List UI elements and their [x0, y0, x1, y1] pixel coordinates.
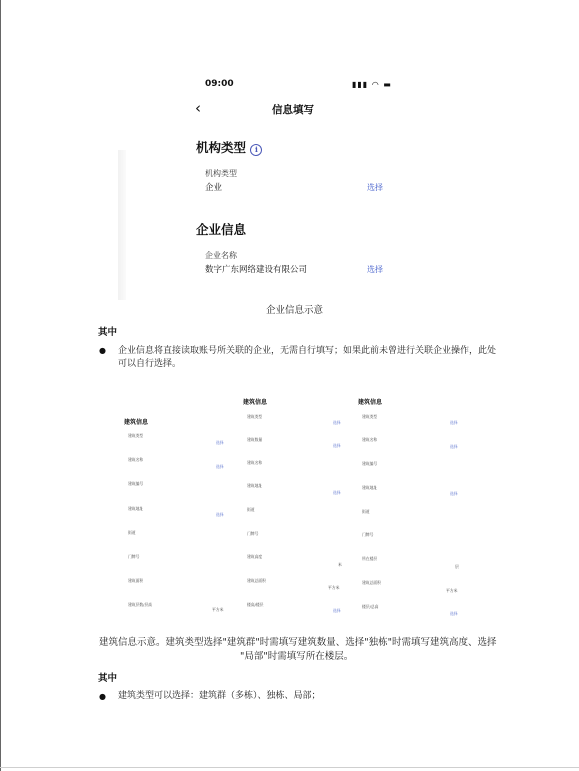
- form3-select-link[interactable]: 选择: [450, 611, 458, 616]
- form3-label: 建筑地址: [362, 485, 378, 490]
- company-name-label: 企业名称: [205, 251, 237, 260]
- form2-label: 门牌号: [247, 531, 259, 536]
- org-type-label: 机构类型: [205, 169, 237, 178]
- form3-label: 街道: [362, 509, 370, 514]
- caption-building-info-line2: "局部"时需填写所在楼层。: [240, 651, 354, 662]
- form2-label: 建筑地址: [247, 483, 263, 488]
- form2-label: 楼高/楼层: [247, 602, 264, 607]
- org-section-title-text: 机构类型: [196, 140, 247, 155]
- bullet-text-1: 企业信息将直接读取账号所关联的企业，无需自行填写；如果此前未曾进行关联企业操作，此处可以自行选择。: [118, 346, 497, 369]
- form3-label: 建筑名称: [362, 437, 378, 442]
- form3-label: 建筑总面积: [362, 580, 381, 585]
- form1-label: 门牌号: [128, 554, 140, 559]
- form2-unit-sqm: 平方米: [328, 585, 340, 590]
- form3-label: 楼层/总高: [362, 604, 379, 609]
- bullet-dot: ●: [99, 346, 106, 355]
- form2-label: 建筑高度: [247, 554, 263, 559]
- phone-frame-edge: [118, 150, 126, 300]
- form1-select-link[interactable]: 选择: [216, 512, 224, 517]
- form1-label: 建筑地址: [128, 506, 144, 511]
- form2-label: 建筑类型: [247, 414, 263, 419]
- form1-label: 建筑编号: [128, 481, 144, 486]
- form3-unit-sqm: 平方米: [446, 588, 458, 593]
- form1-unit: 平方米: [212, 607, 224, 612]
- caption-building-info-line1: 建筑信息示意。建筑类型选择"建筑群"时需填写建筑数量、选择"独栋"时需填写建筑高度、选择: [99, 637, 497, 648]
- heading-qizhong-1: 其中: [98, 327, 118, 338]
- org-type-select-link[interactable]: 选择: [367, 183, 383, 192]
- form3-label: 门牌号: [362, 532, 374, 537]
- form2-label: 建筑数量: [247, 437, 263, 442]
- chevron-left-icon[interactable]: ‹: [195, 99, 201, 117]
- nav-title: 信息填写: [272, 104, 314, 116]
- company-name-value: 数字广东网络建设有限公司: [205, 265, 308, 275]
- info-icon[interactable]: i: [250, 144, 262, 156]
- form2-title: 建筑信息: [243, 399, 268, 406]
- form2-select-link[interactable]: 选择: [333, 490, 341, 495]
- form1-label: 建筑类型: [128, 433, 144, 438]
- bullet-text-2: 建筑类型可以选择：建筑群（多栋）、独栋、局部；: [118, 691, 321, 701]
- page-left-border: [0, 0, 1, 771]
- form2-select-link[interactable]: 选择: [333, 443, 341, 448]
- form1-select-link[interactable]: 选择: [216, 440, 224, 445]
- form3-title: 建筑信息: [358, 399, 383, 406]
- company-name-select-link[interactable]: 选择: [367, 265, 383, 274]
- form1-select-link[interactable]: 选择: [216, 464, 224, 469]
- form1-label: 建筑层数/层高: [128, 602, 153, 607]
- status-bar-icons: ▮▮▮ ◠ ▬: [352, 80, 392, 89]
- form3-label: 建筑类型: [362, 414, 378, 419]
- form3-select-link[interactable]: 选择: [450, 491, 458, 496]
- org-section-title: [196, 138, 262, 156]
- form1-label: 街道: [128, 530, 136, 535]
- form2-label: 街道: [247, 507, 255, 512]
- form3-unit-floor: 层: [455, 564, 459, 569]
- org-type-value: 企业: [205, 183, 223, 193]
- form2-label: 建筑总面积: [247, 578, 266, 583]
- form3-select-link[interactable]: 选择: [450, 420, 458, 425]
- bullet-dot: ●: [99, 692, 106, 701]
- form3-label: 建筑编号: [362, 461, 378, 466]
- form1-title: 建筑信息: [124, 419, 149, 426]
- form2-select-link[interactable]: 选择: [333, 420, 341, 425]
- form2-label: 建筑名称: [247, 460, 263, 465]
- form1-label: 建筑名称: [128, 457, 144, 462]
- company-section-title: 企业信息: [196, 222, 247, 237]
- form2-unit-meter: 米: [338, 562, 342, 567]
- form1-label: 建筑面积: [128, 578, 144, 583]
- heading-qizhong-2: 其中: [98, 673, 118, 684]
- form3-select-link[interactable]: 选择: [450, 444, 458, 449]
- status-time: 09:00: [205, 79, 234, 89]
- caption-company-info: 企业信息示意: [266, 305, 324, 316]
- form3-label: 所在楼层: [362, 556, 378, 561]
- page-bottom-border: [0, 767, 579, 768]
- form2-select-link[interactable]: 选择: [333, 608, 341, 613]
